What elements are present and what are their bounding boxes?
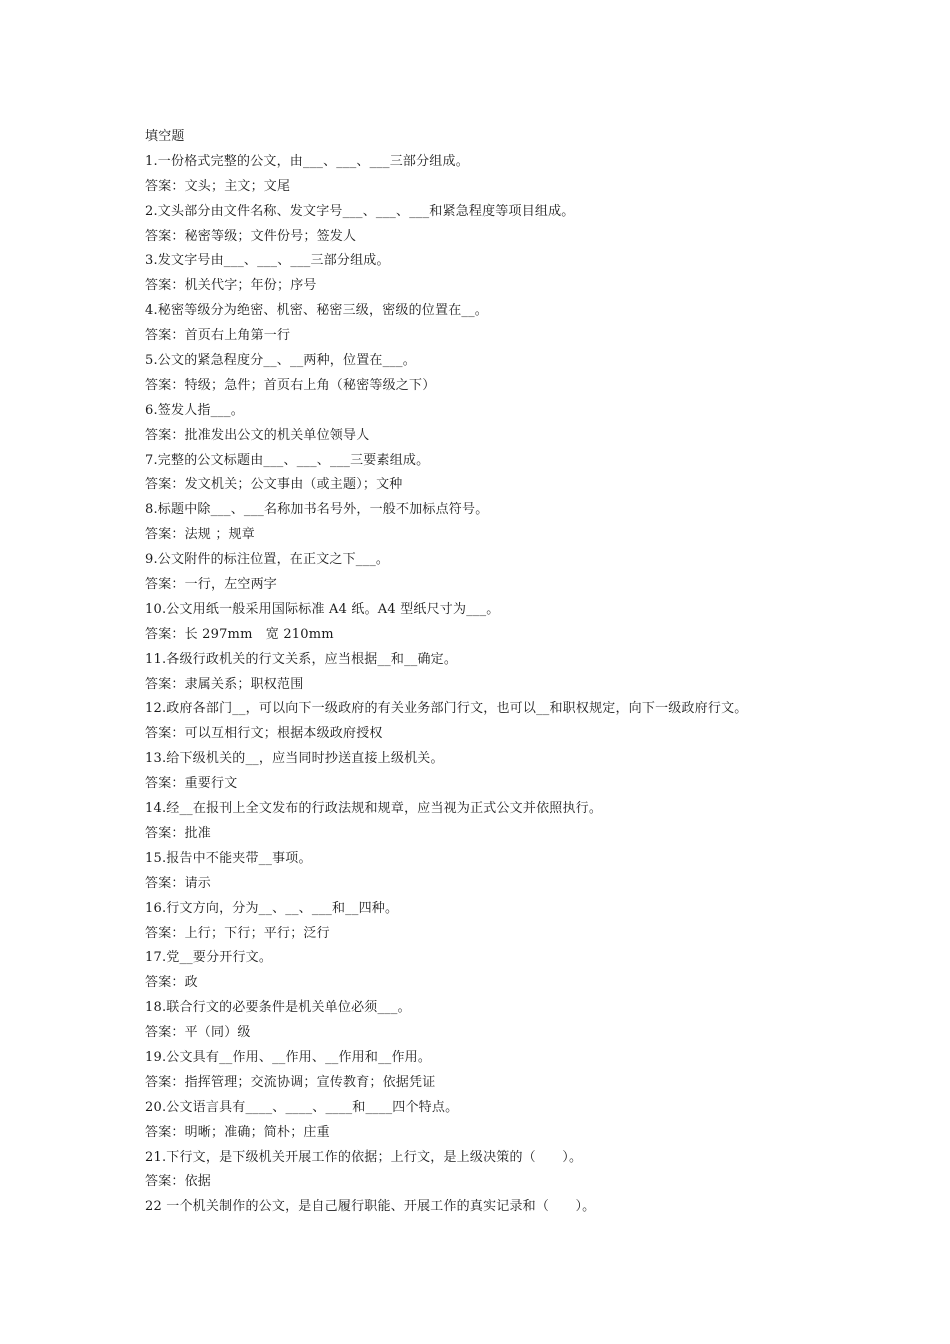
answer-line: 答案：明晰；准确；简朴；庄重 xyxy=(145,1124,330,1140)
question-line: 22 一个机关制作的公文，是自己履行职能、开展工作的真实记录和（ ）。 xyxy=(145,1199,596,1215)
question-line: 10.公文用纸一般采用国际标准 A4 纸。A4 型纸尺寸为___。 xyxy=(145,601,500,617)
answer-line: 答案：文头；主文；文尾 xyxy=(145,178,291,194)
answer-line: 答案：发文机关；公文事由（或主题）；文种 xyxy=(145,477,403,493)
answer-line: 答案：指挥管理；交流协调；宣传教育；依据凭证 xyxy=(145,1074,436,1090)
answer-line: 答案：隶属关系；职权范围 xyxy=(145,676,304,692)
question-line: 16.行文方向，分为__、__、___和__四种。 xyxy=(145,900,399,916)
question-line: 6.签发人指___。 xyxy=(145,402,244,418)
question-line: 5.公文的紧急程度分__、__两种，位置在___。 xyxy=(145,353,416,369)
answer-line: 答案：依据 xyxy=(145,1174,212,1190)
question-line: 13.给下级机关的__，应当同时抄送直接上级机关。 xyxy=(145,751,444,767)
question-line: 2.文头部分由文件名称、发文字号___、___、___和紧急程度等项目组成。 xyxy=(145,203,575,219)
answer-line: 答案：一行，左空两字 xyxy=(145,577,278,593)
question-line: 12.政府各部门__，可以向下一级政府的有关业务部门行文，也可以__和职权规定，向下一级政府行文。 xyxy=(145,701,748,717)
section-heading: 填空题 xyxy=(145,129,185,144)
question-line: 17.党__要分开行文。 xyxy=(145,950,273,966)
question-line: 18.联合行文的必要条件是机关单位必须___。 xyxy=(145,1000,411,1016)
answer-line: 答案：批准发出公文的机关单位领导人 xyxy=(145,427,370,443)
question-line: 1.一份格式完整的公文，由___、___、___三部分组成。 xyxy=(145,153,469,169)
answer-line: 答案：请示 xyxy=(145,875,212,891)
answer-line: 答案：特级；急件；首页右上角（秘密等级之下） xyxy=(145,377,436,393)
question-line: 19.公文具有__作用、__作用、__作用和__作用。 xyxy=(145,1049,432,1065)
question-line: 15.报告中不能夹带__事项。 xyxy=(145,850,312,866)
question-line: 3.发文字号由___、___、___三部分组成。 xyxy=(145,253,390,269)
answer-line: 答案：首页右上角第一行 xyxy=(145,328,291,344)
answer-line: 答案：秘密等级；文件份号；签发人 xyxy=(145,228,357,244)
answer-line: 答案：机关代字；年份；序号 xyxy=(145,278,317,294)
answer-line: 答案：重要行文 xyxy=(145,776,238,792)
question-line: 9.公文附件的标注位置，在正文之下___。 xyxy=(145,552,390,568)
answer-line: 答案：上行；下行；平行；泛行 xyxy=(145,925,330,941)
question-line: 20.公文语言具有____、____、____和____四个特点。 xyxy=(145,1099,459,1115)
answer-line: 答案：法规 ；规章 xyxy=(145,527,255,543)
question-line: 14.经__在报刊上全文发布的行政法规和规章，应当视为正式公文并依照执行。 xyxy=(145,801,603,817)
answer-line: 答案：可以互相行文；根据本级政府授权 xyxy=(145,726,383,742)
question-line: 11.各级行政机关的行文关系，应当根据__和__确定。 xyxy=(145,651,458,667)
answer-line: 答案：批准 xyxy=(145,825,212,841)
answer-line: 答案：平（同）级 xyxy=(145,1025,251,1041)
answer-line: 答案：长 297mm 宽 210mm xyxy=(145,626,334,642)
question-line: 7.完整的公文标题由___、___、___三要素组成。 xyxy=(145,452,430,468)
question-line: 8.标题中除___、___名称加书名号外，一般不加标点符号。 xyxy=(145,502,489,518)
answer-line: 答案：政 xyxy=(145,975,198,991)
question-list xyxy=(145,150,825,1195)
question-line: 4.秘密等级分为绝密、机密、秘密三级，密级的位置在__。 xyxy=(145,303,489,319)
question-line: 21.下行文，是下级机关开展工作的依据；上行文，是上级决策的（ ）。 xyxy=(145,1149,583,1165)
document-page xyxy=(145,125,825,1220)
